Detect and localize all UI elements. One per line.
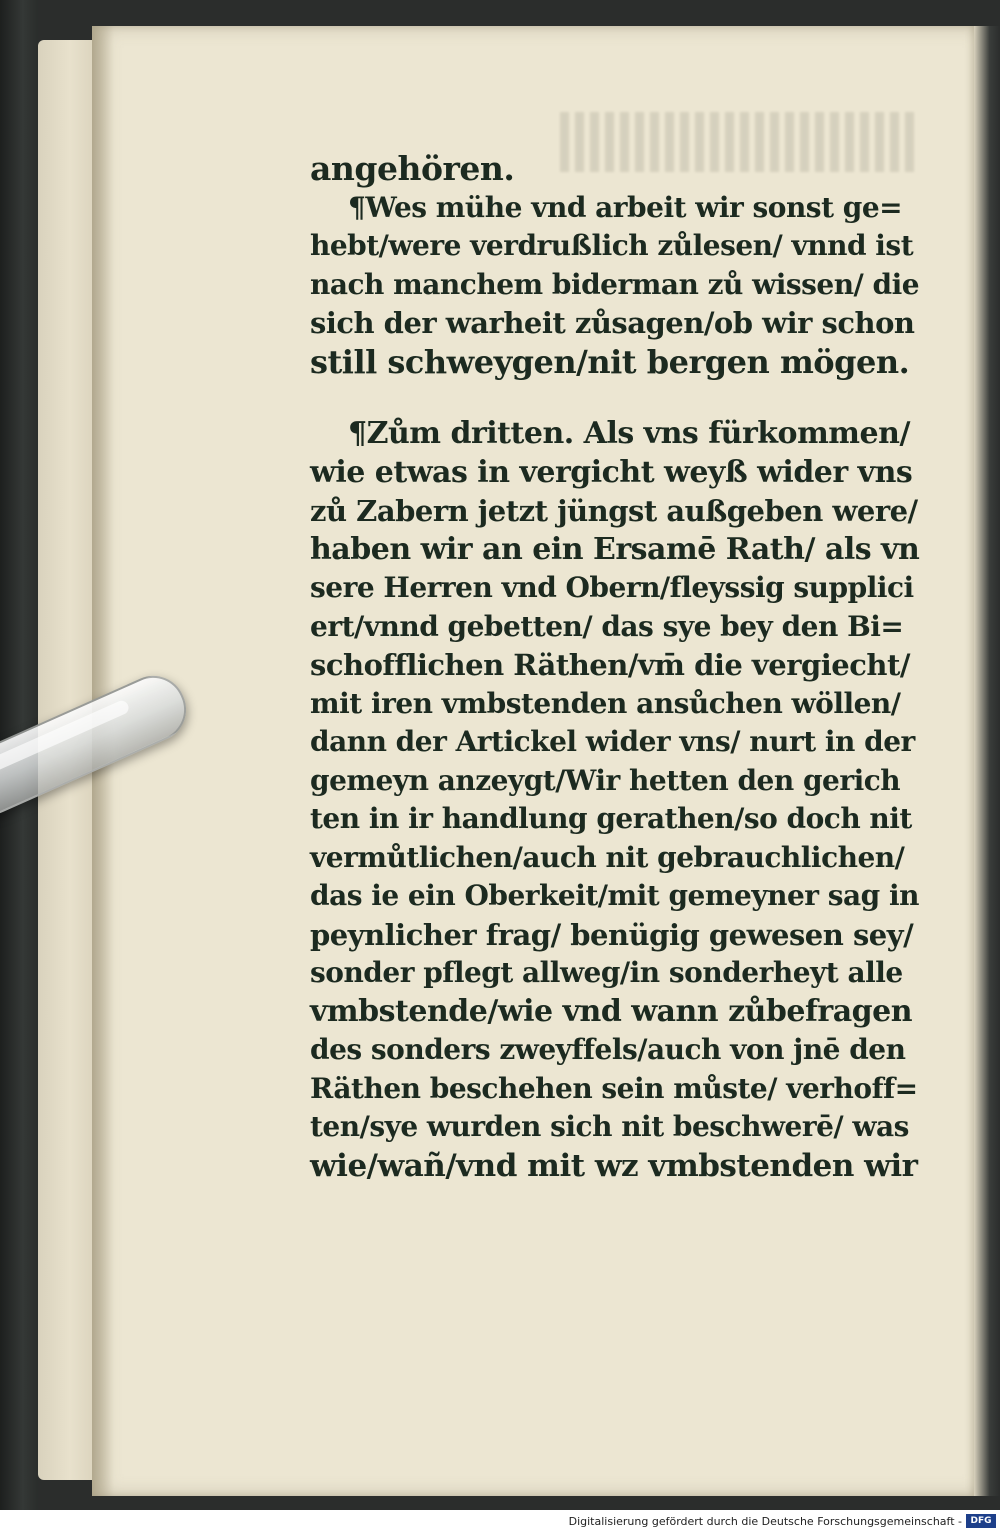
text-line: Räthen beschehen sein můste/ verhoff= (310, 1071, 918, 1105)
text-line: angehören. (310, 149, 515, 188)
text-line: ¶Wes mühe vnd arbeit wir sonst ge= (348, 190, 903, 224)
text-line: ert/vnnd gebetten/ das sye bey den Bi= (310, 609, 904, 643)
text-line: nach manchem biderman zů wissen/ die (310, 267, 920, 301)
page-right-edge (974, 26, 1000, 1496)
page-text-block (310, 150, 920, 1185)
text-line: vermůtlichen/auch nit gebrauchlichen/ (310, 840, 905, 874)
text-line: ¶Zům dritten. Als vns fürkommen/ (348, 416, 910, 451)
text-line: vmbstende/wie vnd wann zůbefragen (310, 993, 913, 1029)
paragraph-gap (310, 381, 920, 415)
text-line: schofflichen Räthen/vm̄ die vergiecht/ (310, 648, 910, 682)
text-line: wie etwas in vergicht weyß wider vns (310, 454, 913, 490)
text-line: gemeyn anzeygt/Wir hetten den gerich (310, 763, 901, 797)
footer-bar (0, 1510, 1000, 1533)
funding-credit: Digitalisierung gefördert durch die Deutsche Forschungsgemeinschaft - (568, 1515, 962, 1528)
text-line: hebt/were verdrußlich zůlesen/ vnnd ist (310, 229, 914, 262)
text-line: mit iren vmbstenden ansůchen wöllen/ (310, 686, 901, 720)
text-line: wie/wañ/vnd mit wz vmbstenden wir (310, 1147, 918, 1184)
text-line: das ie ein Oberkeit/mit gemeyner sag in (310, 879, 919, 912)
text-line: dann der Artickel wider vns/ nurt in der (310, 725, 915, 758)
text-line: sich der warheit zůsagen/ob wir schon (310, 306, 915, 340)
text-line: sere Herren vnd Obern/fleyssig supplici (310, 571, 914, 604)
text-line: peynlicher frag/ benügig gewesen sey/ (310, 917, 914, 952)
text-line: still schweygen/nit bergen mögen. (310, 342, 910, 381)
text-line: zů Zabern jetzt jüngst außgeben were/ (310, 494, 918, 528)
text-line: ten in ir handlung gerathen/so doch nit (310, 802, 912, 835)
text-line: haben wir an ein Ersamē Rath/ als vn (310, 531, 920, 567)
text-line: ten/sye wurden sich nit beschwerē/ was (310, 1110, 909, 1143)
text-line: des sonders zweyffels/auch von jnē den (310, 1033, 906, 1066)
dfg-logo-icon: DFG (966, 1514, 996, 1528)
text-line: sonder pflegt allweg/in sonderheyt alle (310, 956, 903, 989)
